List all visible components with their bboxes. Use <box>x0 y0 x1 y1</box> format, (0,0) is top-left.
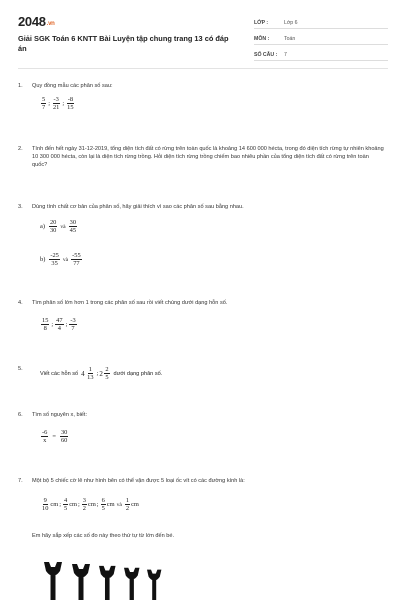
question-text: Tìm phân số lớn hơn 1 trong các phân số sau rồi viết chúng dưới dạng hỗn số. <box>32 300 228 306</box>
numerator: 2 <box>105 366 109 373</box>
denominator: 10 <box>42 505 49 512</box>
separator: ; <box>48 100 50 107</box>
fraction <box>125 497 130 512</box>
page-title: Giải SGK Toán 6 KNTT Bài Luyện tập chung trang 13 có đáp án <box>18 34 229 53</box>
unit: cm <box>131 501 139 508</box>
question-number: 4. <box>18 300 23 306</box>
conjunction: và <box>60 223 66 230</box>
question-text: Tính đến hết ngày 31-12-2019, tổng diện tích đất có rừng trên toàn quốc là khoảng 14 600 000 hécta, trong đó diện tích rừng tự nhiên khoảng 10 300 000 hécta, còn lại là diện tích rừng trồng. Hỏi diện tích rừng trồng chiếm bao nhiêu phần của tổng diện tích đất có rừng trên toàn quốc? <box>32 146 384 168</box>
separator: ; <box>96 501 99 508</box>
question-number: 5. <box>18 366 23 372</box>
q7-diameters <box>40 497 139 512</box>
numerator: 6 <box>101 497 105 504</box>
fraction <box>41 96 46 111</box>
unit: cm <box>69 501 77 508</box>
separator: ; <box>65 321 68 328</box>
equals-sign: = <box>52 433 56 440</box>
question-text: Viết các hỗn số <box>40 370 79 377</box>
question-text: Dùng tính chất cơ bản của phân số, hãy giải thích vì sao các phân số sau bằng nhau. <box>32 204 244 210</box>
mixed-number <box>81 366 95 381</box>
meta-key: LỚP : <box>254 20 269 26</box>
whole-part: 2 <box>99 369 103 378</box>
denominator: x <box>43 437 47 444</box>
numerator: -3 <box>70 317 76 324</box>
meta-value: Toán <box>284 36 296 42</box>
fraction <box>52 96 60 111</box>
mixed-number <box>96 366 110 381</box>
denominator: 21 <box>52 104 60 111</box>
wrench-set-figure <box>38 560 178 600</box>
separator: ; <box>62 100 65 107</box>
numerator: 30 <box>69 219 77 226</box>
conjunction: và <box>116 501 122 508</box>
wrench-icon <box>99 566 116 600</box>
fraction <box>69 317 76 332</box>
denominator: 77 <box>73 260 80 267</box>
question-number: 3. <box>18 204 23 210</box>
fraction <box>41 429 48 444</box>
unit: cm <box>87 501 96 508</box>
question-text: Em hãy sắp xếp các số đo này theo thứ tự từ lớn đến bé. <box>32 533 175 539</box>
header <box>18 14 388 74</box>
wrench-icons <box>44 562 161 600</box>
fraction <box>82 497 87 512</box>
fraction <box>41 497 49 512</box>
numerator: -3 <box>53 96 59 103</box>
q3-part-a <box>40 219 78 234</box>
wrench-icon <box>147 570 161 600</box>
denominator: 7 <box>71 325 75 332</box>
fraction <box>41 317 49 332</box>
question-number: 2. <box>18 146 23 152</box>
numerator: 1 <box>125 497 130 504</box>
meta-table <box>254 16 388 64</box>
denominator: 15 <box>67 104 74 111</box>
denominator: 5 <box>63 505 68 512</box>
meta-value: Lớp 6 <box>284 20 298 26</box>
part-label: a) <box>40 223 45 230</box>
separator: ; <box>78 501 80 508</box>
numerator: 47 <box>56 317 63 324</box>
denominator: 4 <box>57 325 61 332</box>
fraction <box>49 252 60 267</box>
meta-key: MÔN : <box>254 36 270 42</box>
numerator: 15 <box>42 317 49 324</box>
denominator: 35 <box>51 260 58 267</box>
wrench-icon <box>72 564 90 600</box>
fraction <box>55 317 63 332</box>
fraction <box>104 366 109 381</box>
site-logo[interactable] <box>18 14 55 29</box>
fraction <box>60 429 68 444</box>
numerator: 4 <box>63 497 68 504</box>
numerator: 3 <box>82 497 86 504</box>
question-number: 6. <box>18 412 23 418</box>
numerator: 30 <box>60 429 68 436</box>
fraction <box>69 219 77 234</box>
denominator: 5 <box>101 505 105 512</box>
denominator: 5 <box>105 374 109 381</box>
unit: cm <box>106 501 115 508</box>
q3-part-b <box>40 252 83 267</box>
numerator: -25 <box>50 252 59 259</box>
denominator: 2 <box>82 505 86 512</box>
logo-suffix: .vn <box>46 21 55 27</box>
header-divider <box>18 68 388 69</box>
unit: cm <box>50 501 59 508</box>
question-text-tail: dưới dạng phân số. <box>113 370 163 377</box>
numerator: -6 <box>42 429 48 436</box>
wrench-icon <box>124 568 139 600</box>
logo-main: 2048 <box>18 14 46 29</box>
conjunction: và <box>62 256 69 263</box>
q5-line <box>40 366 162 381</box>
numerator: 20 <box>49 219 57 226</box>
question-number: 1. <box>18 83 23 89</box>
whole-part: 4 <box>81 369 85 378</box>
separator: ; <box>96 370 99 377</box>
fraction <box>86 366 94 381</box>
meta-row-class <box>254 16 388 29</box>
separator: ; <box>59 501 61 508</box>
part-label: b) <box>40 256 46 263</box>
separator: ; <box>51 321 54 328</box>
denominator: 8 <box>43 325 47 332</box>
denominator: 2 <box>125 505 130 512</box>
meta-value: 7 <box>284 52 287 58</box>
q6-equation <box>40 429 69 444</box>
denominator: 30 <box>49 227 57 234</box>
numerator: -55 <box>72 252 81 259</box>
q1-fractions <box>40 96 76 111</box>
question-number: 7. <box>18 478 23 484</box>
denominator: 13 <box>87 374 94 381</box>
meta-key: SỐ CÂU : <box>254 52 278 58</box>
meta-row-count <box>254 48 388 61</box>
meta-row-subject <box>254 32 388 45</box>
numerator: 9 <box>43 497 47 504</box>
question-text: Quy đồng mẫu các phân số sau: <box>32 83 113 89</box>
numerator: 1 <box>88 366 92 373</box>
question-text: Tìm số nguyên x, biết: <box>32 412 88 418</box>
fraction <box>101 497 106 512</box>
fraction <box>49 219 57 234</box>
wrench-icon <box>44 562 62 600</box>
q4-fractions <box>40 317 78 332</box>
denominator: 45 <box>69 227 77 234</box>
fraction <box>66 96 74 111</box>
numerator: 5 <box>42 96 46 103</box>
denominator: 7 <box>42 104 46 111</box>
numerator: -8 <box>67 96 74 103</box>
fraction <box>63 497 68 512</box>
denominator: 60 <box>60 437 68 444</box>
question-text: Một bộ 5 chiếc cờ lê như hình bên có thể vặn được 5 loại ốc vít có các đường kính là: <box>32 478 245 484</box>
fraction <box>71 252 82 267</box>
